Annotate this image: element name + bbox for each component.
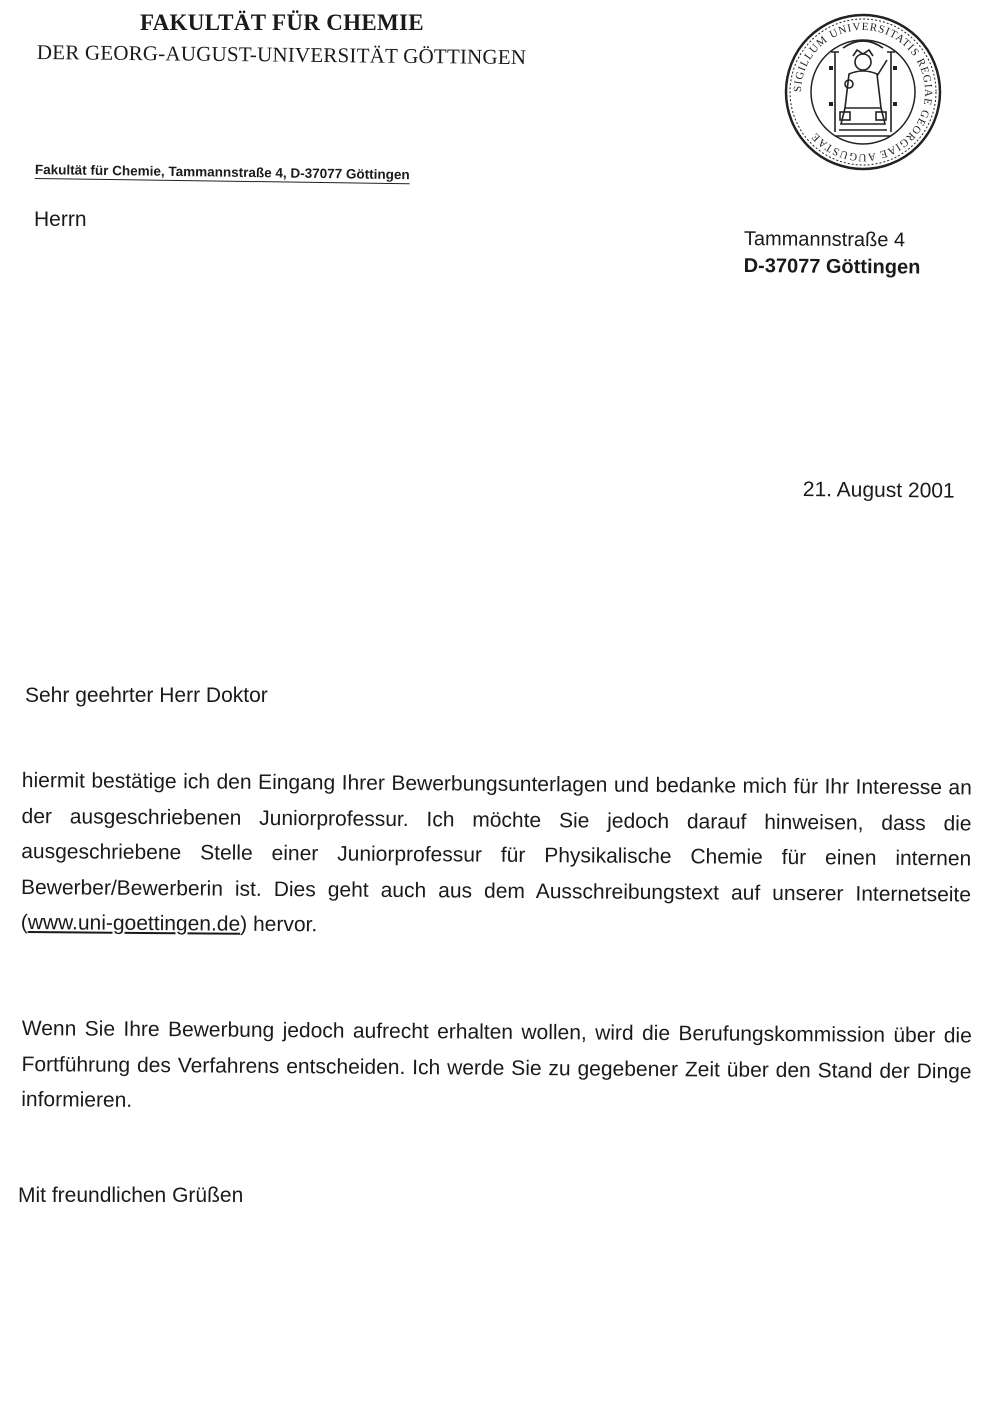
letter-date: 21. August 2001 <box>802 478 955 503</box>
letterhead-university: DER GEORG-AUGUST-UNIVERSITÄT GÖTTINGEN <box>36 40 527 70</box>
seal-inscription: SIGILLUM UNIVERSITATIS REGIAE GEORGIAE AUGUSTAE <box>791 20 935 164</box>
recipient-salutation: Herrn <box>34 208 87 231</box>
body-paragraph-1 <box>21 763 972 948</box>
website-link[interactable]: www.uni-goettingen.de <box>27 911 241 936</box>
salutation: Sehr geehrter Herr Doktor <box>25 684 268 707</box>
paragraph-1-text-end: ) hervor. <box>240 912 318 937</box>
return-address <box>744 226 921 282</box>
address-city: D-37077 Göttingen <box>743 254 921 279</box>
address-street: Tammannstraße 4 <box>743 227 906 252</box>
letterhead-faculty: FAKULTÄT FÜR CHEMIE <box>140 10 424 35</box>
closing: Mit freundlichen Grüßen <box>18 1184 244 1207</box>
university-seal-icon <box>783 12 943 172</box>
svg-text:SIGILLUM UNIVERSITATIS REGIAE <box>792 21 934 163</box>
sender-address-line: Fakultät für Chemie, Tammannstraße 4, D-37077 Göttingen <box>34 162 410 183</box>
body-paragraph-2: Wenn Sie Ihre Bewerbung jedoch aufrecht erhalten wollen, wird die Berufungskommission über die Fortführung des Verfahrens entscheiden. Ich werde Sie zu gegebener Zeit über den Stand der Dinge informieren. <box>21 1016 972 1112</box>
paragraph-1-text: hiermit bestätige ich den Eingang Ihrer Bewerbungsunterlagen und bedanke mich für Ihr Interesse an der ausgeschriebenen Juniorprofessur. Ich möchte Sie jedoch darauf hinweisen, dass die ausgeschriebene Stelle einer Juniorprofessur für Physikalische Chemie für einen internen Bewerber/Bewerberin ist. Dies geht auch aus dem Ausschreibungstext auf unserer Internetseite ( <box>20 768 972 935</box>
